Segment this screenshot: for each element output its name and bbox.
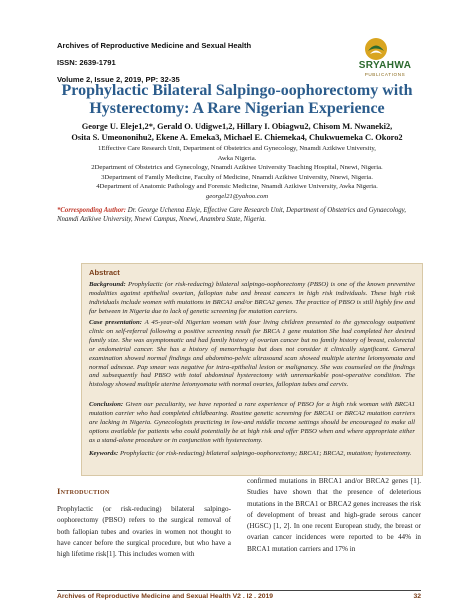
page-number: 32	[413, 593, 421, 600]
abstract-background	[89, 281, 415, 317]
article-title: Prophylactic Bilateral Salpingo-oophorectomy with Hysterectomy: A Rare Nigerian Experience	[61, 82, 413, 117]
conclusion-text: Given our peculiarity, we have reported a rare experience of PBSO for a high risk woman with BRCA1 mutation carrier who had completed childbearing. Routine genetic screening for BRCA1 or BRCA2 mutation carriers are lacking in Nigeria. Gynecologists practicing in low-and middle income settings should be encouraged to make all options available for patients who could potentially be at high risk and offer PBSO when and where appropriate either as a stand-alone procedure or in conjunction with hysterectomy.	[89, 401, 415, 444]
case-label: Case presentation:	[89, 319, 143, 326]
page-footer	[57, 590, 421, 600]
author-line: George U. Eleje1,2*, Gerald O. Udigwe1,2, Hillary I. Obiagwu2, Chisom M. Nwaneki2,	[81, 122, 393, 131]
author-email: georgel21@yahoo.com	[205, 192, 269, 200]
publisher-logo	[345, 36, 421, 82]
background-label: Background:	[89, 281, 126, 288]
affiliations	[45, 144, 429, 202]
publisher-emblem-icon	[363, 36, 389, 62]
author-list	[40, 121, 434, 143]
publisher-sub: PUBLICATIONS	[364, 72, 406, 77]
issn: ISSN: 2639-1791	[57, 58, 116, 67]
case-text: A 45-year-old Nigerian woman with four living children presented to the gynecology outpatient clinic on self-referral following a positive screening result for BRCA 1 gene mutation She had completed her desired family size. She was asymptomatic and had family history of ovarian cancer but no family history of breast, colorectal or endometrial cancer. She has a history of menorrhagia but does not consider it clinically significant. General examination showed normal findings and abdomino-pelvic ultrasound scan showed multiple uterine leiomyomata and normal adnexae. Pap smear was negative for intra-epithelial lesion or malignancy. She was counseled on the findings and subsequently had PBSO with total abdominal hysterectomy with unremarkable post-operative condition. The histology showed multiple uterine leiomyomata with normal ovaries, fallopian tubes and cervix.	[89, 319, 415, 389]
abstract-keywords	[89, 450, 415, 459]
abstract-conclusion	[89, 401, 415, 446]
intro-left-column: Prophylactic (or risk-reducing) bilateral salpingo-oophorectomy (PBSO) refers to the surgical removal of both fallopian tubes and ovaries in women not thought to have cancer before the surgical procedure, but who have a high lifetime risk[1]. This includes women with	[57, 505, 231, 559]
affiliation: 4Department of Anatomic Pathology and Forensic Medicine, Nnamdi Azikiwe University, Awka Nigeria.	[96, 183, 378, 191]
background-text: Prophylactic (or risk-reducing) bilateral salpingo-oophorectomy (PBSO) is one of the known preventive modalities against epithelial ovarian, fallopian tube and breast cancers in high risk individuals. These high risk individuals include women with mutations in BRCA1 and/or BRCA2 genes. The practice of PBSO is still highly few and far between in Nigeria due to lack of genetic screening for mutation carriers.	[89, 281, 415, 315]
abstract-case	[89, 319, 415, 390]
abstract-box	[81, 263, 423, 476]
corresponding-author	[57, 206, 421, 224]
affiliation: 3Department of Family Medicine, Faculty of Medicine, Nnamdi Azikiwe University, Nnewi, Nigeria.	[101, 173, 373, 181]
volume-info: Volume 2, Issue 2, 2019, PP: 32-35	[57, 75, 180, 84]
journal-name: Archives of Reproductive Medicine and Sexual Health	[57, 41, 252, 50]
abstract-heading: Abstract	[89, 268, 120, 277]
publisher-name: SRYAHWA	[358, 60, 412, 71]
author-line: Osita S. Umeononihu2, Ekene A. Emeka3, Michael E. Chiemeka4, Chukwuemeka C. Okoro2	[71, 133, 403, 142]
section-heading-introduction: Introduction	[57, 486, 110, 496]
intro-right-column: confirmed mutations in BRCA1 and/or BRCA2 genes [1]. Studies have shown that the presence of deleterious mutations in the BRCA1 or BRCA2 genes increases the risk of development of breast and high-grade serous cancer (HGSC) [1, 2]. In one recent European study, the breast or ovarian cancer incidences were reported to be 44% in BRCA1 mutation carriers and 17% in	[247, 477, 421, 553]
corresponding-label: *Corresponding Author:	[57, 207, 127, 214]
corresponding-text: Dr. George Uchenna Eleje, Effective Care Research Unit, Department of Obstetrics and Gynaecology, Nnamdi Azikiwe University, Nnewi Campus, Nnewi, Anambra State, Nigeria.	[57, 207, 406, 224]
conclusion-label: Conclusion:	[89, 401, 124, 408]
keywords-label: Keywords:	[89, 450, 119, 457]
affiliation: 2Department of Obstetrics and Gynecology, Nnamdi Azikiwe University Teaching Hospital, Nnewi, Nigeria.	[91, 164, 383, 172]
affiliation: 1Effective Care Research Unit, Department of Obstetrics and Gynecology, Nnamdi Azikiwe University,	[98, 145, 376, 152]
footer-journal: Archives of Reproductive Medicine and Sexual Health V2 . I2 . 2019	[57, 593, 274, 600]
keywords-text: Prophylactic (or risk-reducing) bilateral salpingo-oophorectomy; BRCA1; BRCA2, mutation; hysterectomy.	[118, 450, 412, 457]
affiliation: Awka Nigeria.	[217, 154, 257, 162]
